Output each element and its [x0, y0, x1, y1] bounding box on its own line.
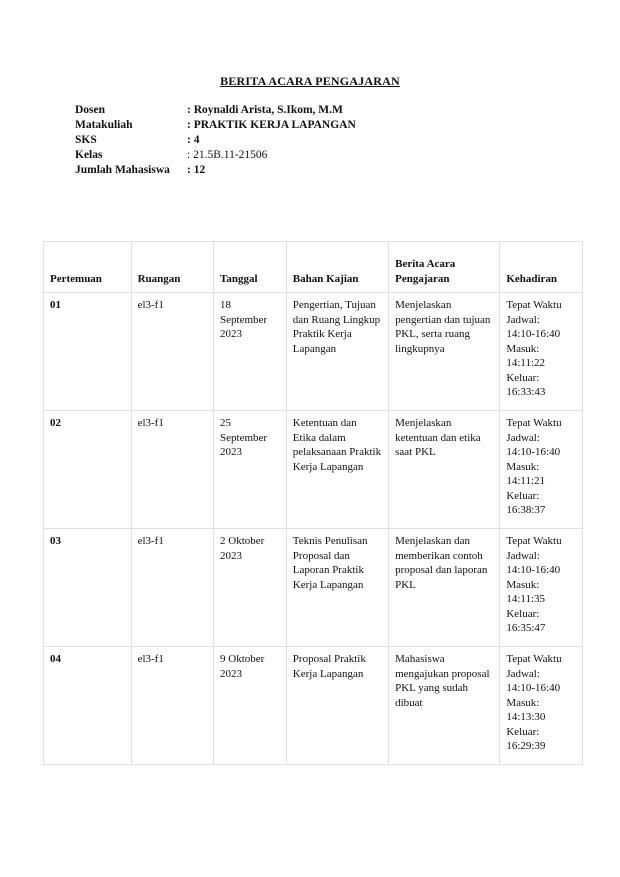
table-row	[44, 293, 583, 411]
attendance-table	[43, 241, 583, 765]
masuk-value: 14:11:35	[506, 593, 546, 605]
table-row	[44, 529, 583, 647]
keluar-label: Keluar:	[506, 725, 540, 738]
header-kehadiran: Kehadiran	[500, 242, 583, 293]
header-bahan-kajian: Bahan Kajian	[286, 242, 388, 293]
cell-ruangan: el3-f1	[131, 647, 213, 765]
jadwal-label: Jadwal:	[506, 431, 540, 444]
info-row-sks	[75, 133, 356, 148]
keluar-value: 16:38:37	[506, 504, 546, 516]
info-row-dosen	[75, 103, 356, 118]
header-tanggal: Tanggal	[214, 242, 287, 293]
cell-pertemuan: 03	[44, 529, 132, 647]
masuk-value: 14:11:21	[506, 475, 546, 487]
masuk-value: 14:13:30	[506, 711, 546, 723]
keluar-value: 16:35:47	[506, 622, 546, 634]
jadwal-value: 14:10-16:40	[506, 328, 561, 340]
keluar-value: 16:33:43	[506, 386, 546, 398]
keluar-label: Keluar:	[506, 607, 540, 620]
info-label: SKS	[75, 134, 97, 146]
masuk-label: Masuk:	[506, 696, 540, 709]
cell-pertemuan: 04	[44, 647, 132, 765]
masuk-label: Masuk:	[506, 342, 540, 355]
jadwal-label: Jadwal:	[506, 549, 540, 562]
cell-ruangan: el3-f1	[131, 293, 213, 411]
info-row-jumlah-mahasiswa	[75, 163, 356, 178]
cell-kehadiran	[500, 529, 583, 647]
cell-tanggal: 25 September 2023	[214, 411, 287, 529]
keluar-label: Keluar:	[506, 371, 540, 384]
jadwal-value: 14:10-16:40	[506, 564, 561, 576]
info-value: : 12	[187, 164, 206, 176]
jadwal-value: 14:10-16:40	[506, 446, 561, 458]
info-value: : Roynaldi Arista, S.Ikom, M.M	[187, 104, 343, 116]
info-label: Dosen	[75, 104, 106, 116]
kehadiran-status: Tepat Waktu	[506, 653, 562, 665]
kehadiran-status: Tepat Waktu	[506, 417, 562, 429]
masuk-label: Masuk:	[506, 578, 540, 591]
cell-ruangan: el3-f1	[131, 529, 213, 647]
table-row	[44, 411, 583, 529]
info-row-matakuliah	[75, 118, 356, 133]
cell-bahan-kajian: Ketentuan dan Etika dalam pelaksanaan Praktik Kerja Lapangan	[286, 411, 388, 529]
info-value: : 4	[187, 134, 200, 146]
masuk-value: 14:11:22	[506, 357, 546, 369]
cell-berita-acara: Menjelaskan pengertian dan tujuan PKL, serta ruang lingkupnya	[389, 293, 500, 411]
cell-pertemuan: 02	[44, 411, 132, 529]
cell-bahan-kajian: Proposal Praktik Kerja Lapangan	[286, 647, 388, 765]
document-title: BERITA ACARA PENGAJARAN	[220, 74, 400, 88]
info-value: : PRAKTIK KERJA LAPANGAN	[187, 119, 356, 131]
info-value: : 21.5B.11-21506	[187, 149, 268, 161]
cell-bahan-kajian: Teknis Penulisan Proposal dan Laporan Praktik Kerja Lapangan	[286, 529, 388, 647]
info-label: Kelas	[75, 149, 103, 161]
masuk-label: Masuk:	[506, 460, 540, 473]
cell-tanggal: 2 Oktober 2023	[214, 529, 287, 647]
cell-kehadiran	[500, 293, 583, 411]
info-row-kelas	[75, 148, 356, 163]
cell-tanggal: 18 September 2023	[214, 293, 287, 411]
cell-pertemuan: 01	[44, 293, 132, 411]
table-header-row	[44, 242, 583, 293]
cell-berita-acara: Menjelaskan dan memberikan contoh proposal dan laporan PKL	[389, 529, 500, 647]
table-row	[44, 647, 583, 765]
cell-berita-acara: Mahasiswa mengajukan proposal PKL yang sudah dibuat	[389, 647, 500, 765]
kehadiran-status: Tepat Waktu	[506, 299, 562, 311]
cell-bahan-kajian: Pengertian, Tujuan dan Ruang Lingkup Praktik Kerja Lapangan	[286, 293, 388, 411]
cell-tanggal: 9 Oktober 2023	[214, 647, 287, 765]
kehadiran-status: Tepat Waktu	[506, 535, 562, 547]
jadwal-value: 14:10-16:40	[506, 682, 561, 694]
cell-berita-acara: Menjelaskan ketentuan dan etika saat PKL	[389, 411, 500, 529]
keluar-value: 16:29:39	[506, 740, 546, 752]
jadwal-label: Jadwal:	[506, 313, 540, 326]
keluar-label: Keluar:	[506, 489, 540, 502]
cell-kehadiran	[500, 647, 583, 765]
cell-ruangan: el3-f1	[131, 411, 213, 529]
info-label: Matakuliah	[75, 119, 133, 131]
course-info	[75, 103, 356, 178]
cell-kehadiran	[500, 411, 583, 529]
header-ruangan: Ruangan	[131, 242, 213, 293]
jadwal-label: Jadwal:	[506, 667, 540, 680]
info-label: Jumlah Mahasiswa	[75, 164, 170, 176]
header-pertemuan: Pertemuan	[44, 242, 132, 293]
header-berita-acara: Berita Acara Pengajaran	[389, 242, 500, 293]
